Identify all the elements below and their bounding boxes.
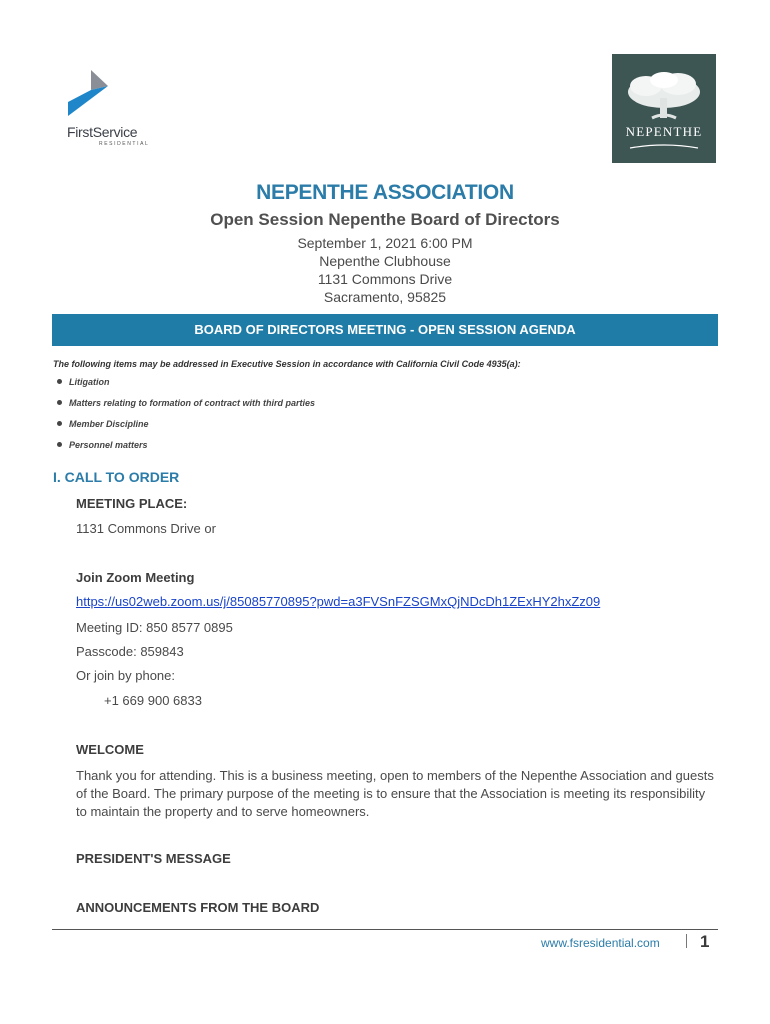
announcements-heading: ANNOUNCEMENTS FROM THE BOARD — [76, 900, 320, 915]
section-heading-call-to-order: I. CALL TO ORDER — [53, 469, 180, 485]
bullet-icon — [57, 400, 62, 405]
zoom-meeting-link[interactable]: https://us02web.zoom.us/j/85085770895?pwd=a3FVSnFZSGMxQjNDcDh1ZExHY2hxZz09 — [76, 594, 601, 609]
bullet-icon — [57, 442, 62, 447]
list-item: Litigation — [57, 377, 110, 387]
welcome-heading: WELCOME — [76, 742, 144, 757]
list-item: Member Discipline — [57, 419, 149, 429]
meeting-place-label: MEETING PLACE: — [76, 496, 188, 511]
executive-session-note: The following items may be addressed in Executive Session in accordance with California Civil Code 4935(a): — [53, 359, 521, 369]
nepenthe-logo — [612, 54, 716, 163]
meeting-venue: Nepenthe Clubhouse — [319, 253, 451, 269]
list-item: Matters relating to formation of contract with third parties — [57, 398, 315, 408]
meeting-date: September 1, 2021 6:00 PM — [297, 235, 473, 251]
list-item: Personnel matters — [57, 440, 148, 450]
zoom-heading: Join Zoom Meeting — [76, 570, 195, 585]
page-title: NEPENTHE ASSOCIATION — [256, 181, 514, 204]
footer-divider — [52, 929, 718, 930]
agenda-banner: BOARD OF DIRECTORS MEETING - OPEN SESSION AGENDA — [52, 314, 718, 346]
meeting-city: Sacramento, 95825 — [323, 289, 447, 305]
tree-icon — [612, 54, 716, 163]
page-subtitle: Open Session Nepenthe Board of Directors — [210, 210, 560, 229]
phone-label: Or join by phone: — [76, 668, 176, 683]
passcode: Passcode: 859843 — [76, 644, 184, 659]
meeting-street: 1131 Commons Drive — [317, 271, 453, 287]
welcome-text: Thank you for attending. This is a business meeting, open to members of the Nepenthe Association and guests of the Board. The primary purpose of the meeting is to ensure that the Association is meeting its responsibility to maintain the property and to serve homeowners. — [76, 768, 714, 819]
bullet-icon — [57, 421, 62, 426]
meeting-place-address: 1131 Commons Drive or — [76, 521, 216, 536]
page-number: 1 — [700, 932, 710, 951]
bullet-icon — [57, 379, 62, 384]
footer-separator — [686, 934, 687, 948]
phone-number: +1 669 900 6833 — [104, 693, 202, 708]
nepenthe-logo-text: NEPENTHE — [625, 124, 703, 139]
presidents-message-heading: PRESIDENT'S MESSAGE — [76, 851, 231, 866]
meeting-id: Meeting ID: 850 8577 0895 — [76, 620, 233, 635]
footer-website-link[interactable]: www.fsresidential.com — [541, 936, 660, 950]
brand-subtitle: RESIDENTIAL — [99, 141, 150, 147]
brand-name: FirstService — [67, 124, 138, 140]
